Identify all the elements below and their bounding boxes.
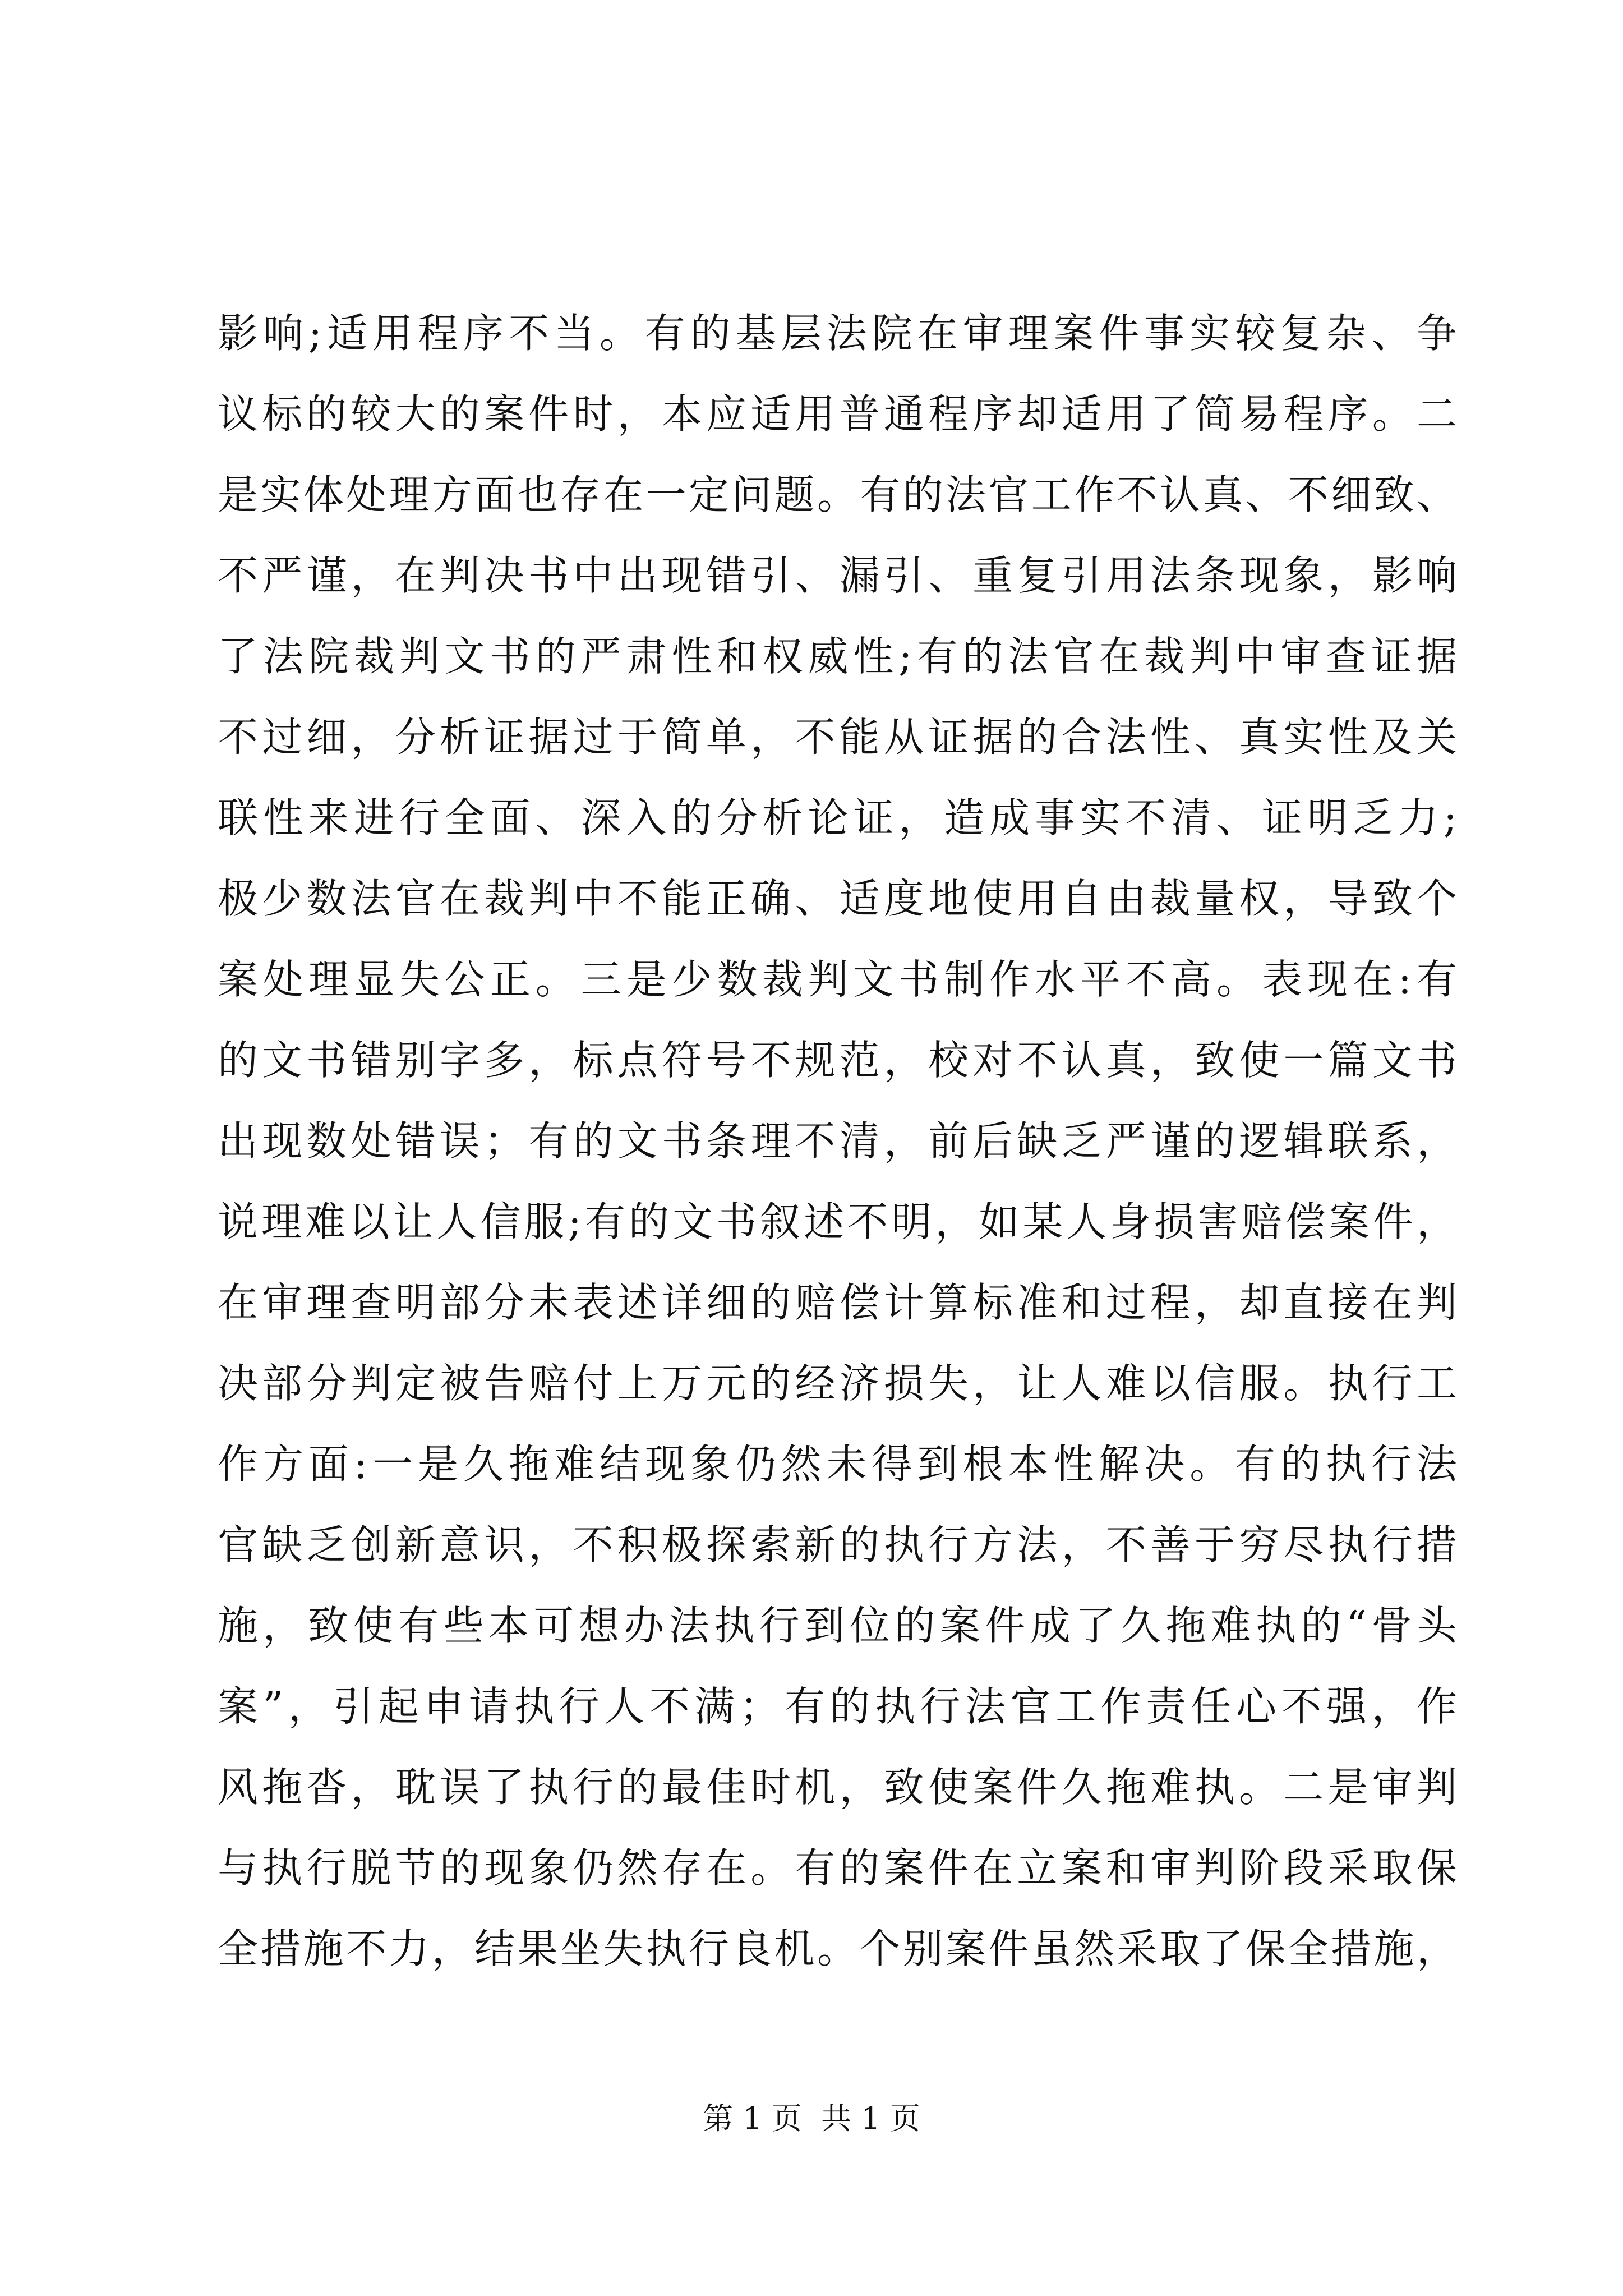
page-number-label: 第 1 页 共 1 页	[703, 2101, 920, 2136]
text-line: 是实体处理方面也存在一定问题。有的法官工作不认真、不细致、	[218, 471, 1457, 518]
text-line: 不严谨，在判决书中出现错引、漏引、重复引用法条现象，影响	[218, 552, 1457, 599]
text-line: 了法院裁判文书的严肃性和权威性;有的法官在裁判中审查证据	[218, 633, 1457, 680]
text-line: 出现数处错误；有的文书条理不清，前后缺乏严谨的逻辑联系，	[218, 1117, 1457, 1165]
text-line: 影响;适用程序不当。有的基层法院在审理案件事实较复杂、争	[218, 310, 1457, 357]
text-line: 决部分判定被告赔付上万元的经济损失，让人难以信服。执行工	[218, 1360, 1457, 1407]
text-line: 官缺乏创新意识，不积极探索新的执行方法，不善于穷尽执行措	[218, 1521, 1457, 1568]
text-line: 施，致使有些本可想办法执行到位的案件成了久拖难执的“骨头	[218, 1602, 1457, 1649]
page-footer	[0, 2099, 1623, 2138]
text-line: 案处理显失公正。三是少数裁判文书制作水平不高。表现在:有	[218, 956, 1457, 1003]
text-line: 说理难以让人信服;有的文书叙述不明，如某人身损害赔偿案件，	[218, 1198, 1457, 1245]
text-line: 联性来进行全面、深入的分析论证，造成事实不清、证明乏力;	[218, 794, 1457, 841]
text-line: 议标的较大的案件时，本应适用普通程序却适用了简易程序。二	[218, 390, 1457, 438]
body-text	[218, 293, 1457, 1989]
text-line: 风拖沓，耽误了执行的最佳时机，致使案件久拖难执。二是审判	[218, 1764, 1457, 1811]
text-line: 全措施不力，结果坐失执行良机。个别案件虽然采取了保全措施，	[218, 1925, 1457, 1972]
text-line: 作方面:一是久拖难结现象仍然未得到根本性解决。有的执行法	[218, 1441, 1457, 1488]
text-line: 不过细，分析证据过于简单，不能从证据的合法性、真实性及关	[218, 714, 1457, 761]
text-line: 极少数法官在裁判中不能正确、适度地使用自由裁量权，导致个	[218, 875, 1457, 922]
text-line: 的文书错别字多，标点符号不规范，校对不认真，致使一篇文书	[218, 1037, 1457, 1084]
text-line: 在审理查明部分未表述详细的赔偿计算标准和过程，却直接在判	[218, 1279, 1457, 1326]
text-line: 案”，引起申请执行人不满；有的执行法官工作责任心不强，作	[218, 1683, 1457, 1730]
text-line: 与执行脱节的现象仍然存在。有的案件在立案和审判阶段采取保	[218, 1844, 1457, 1892]
